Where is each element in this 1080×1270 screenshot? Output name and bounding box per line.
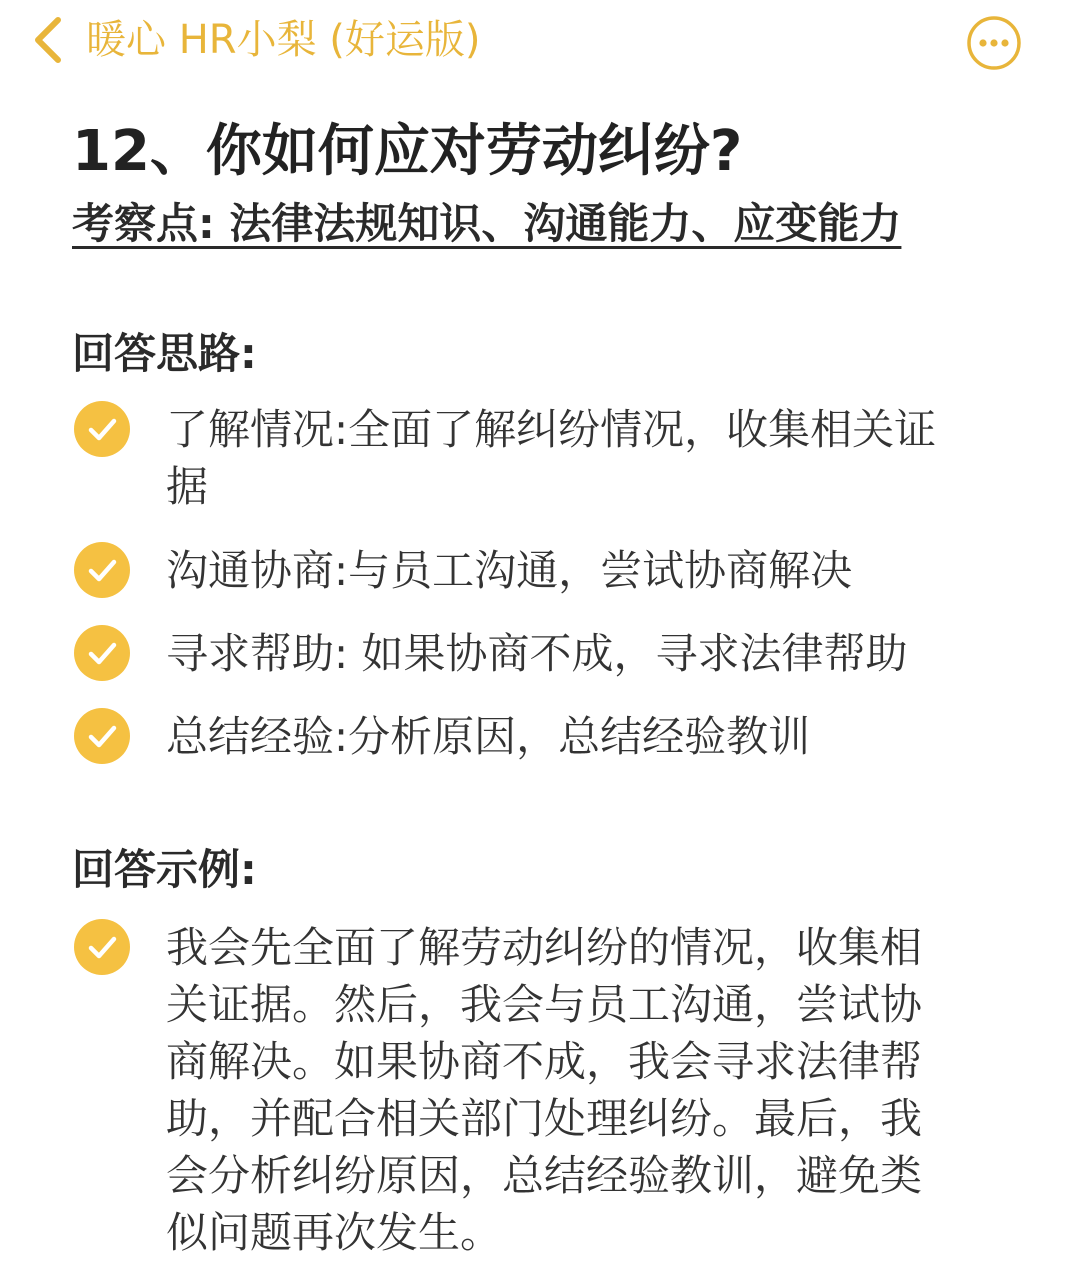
check-circle-icon [74,708,130,764]
approach-item: 寻求帮助: 如果协商不成，寻求法律帮助 [166,629,908,678]
example-heading: 回答示例: [72,845,257,894]
back-button[interactable] [30,14,70,66]
more-button[interactable] [966,15,1022,71]
question-focus: 考察点: 法律法规知识、沟通能力、应变能力 [72,199,902,248]
check-circle-icon [74,625,130,681]
more-dots-icon [966,15,1022,71]
approach-item: 了解情况:全面了解纠纷情况，收集相关证 据 [166,405,937,511]
approach-item: 总结经验:分析原因，总结经验教训 [166,712,811,761]
check-circle-icon [74,401,130,457]
question-title: 12、你如何应对劳动纠纷? [72,119,743,184]
chevron-left-icon [30,14,70,66]
nav-bar [0,0,1080,88]
approach-item: 沟通协商:与员工沟通，尝试协商解决 [166,546,853,595]
example-answer: 我会先全面了解劳动纠纷的情况，收集相 关证据。然后，我会与员工沟通，尝试协 商解决。如果协商不成，我会寻求法律帮 助，并配合相关部门处理纠纷。最后，我 会分析纠纷原因，总结经验教训，避免类 似问题再次发生。 [166,923,923,1257]
check-circle-icon [74,542,130,598]
nav-title: 暖心 HR小梨 (好运版) [86,17,481,63]
approach-heading: 回答思路: [72,329,257,378]
check-circle-icon [74,919,130,975]
